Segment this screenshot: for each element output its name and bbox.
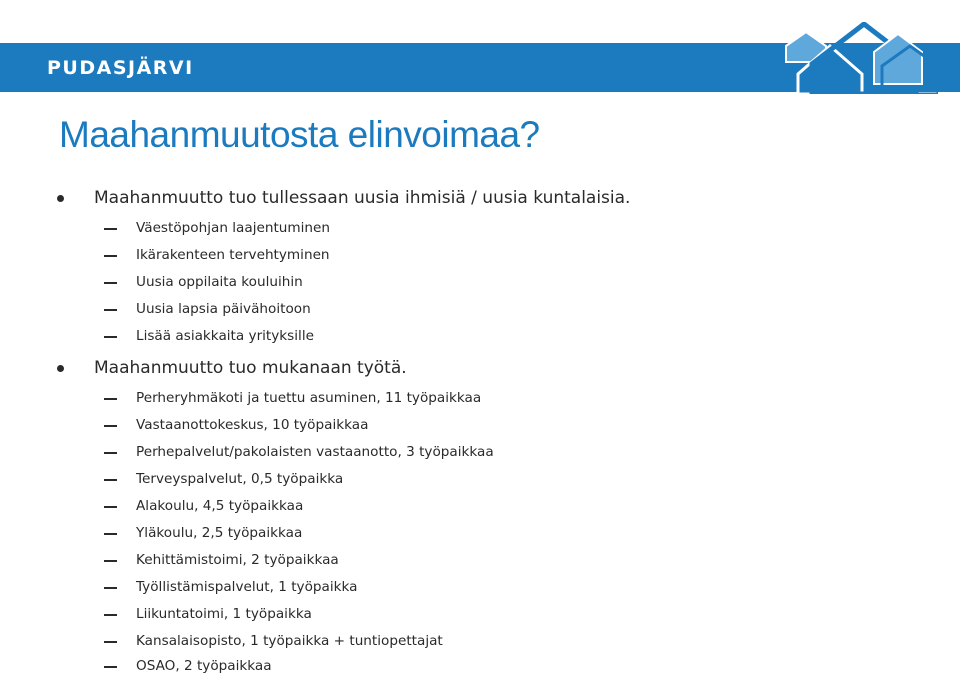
- dash-icon: [104, 587, 117, 589]
- sub-item-text: Kehittämistoimi, 2 työpaikkaa: [136, 552, 339, 568]
- dash-icon: [104, 228, 117, 230]
- sub-item-text: Ikärakenteen tervehtyminen: [136, 247, 330, 263]
- dash-icon: [104, 398, 117, 400]
- sub-item-text: Liikuntatoimi, 1 työpaikka: [136, 606, 312, 622]
- dash-icon: [104, 666, 117, 668]
- dash-icon: [104, 336, 117, 338]
- bullet-text: Maahanmuutto tuo mukanaan työtä.: [94, 358, 407, 378]
- brand-wordmark: PUDASJÄRVI: [47, 57, 194, 79]
- dash-icon: [104, 614, 117, 616]
- sub-item-text: Uusia lapsia päivähoitoon: [136, 301, 311, 317]
- sub-item-text: Yläkoulu, 2,5 työpaikkaa: [136, 525, 303, 541]
- pudasjarvi-houses-logo: [782, 22, 938, 94]
- sub-item-text: Työllistämispalvelut, 1 työpaikka: [136, 579, 358, 595]
- sub-item-text: Lisää asiakkaita yrityksille: [136, 328, 314, 344]
- dash-icon: [104, 309, 117, 311]
- dash-icon: [104, 255, 117, 257]
- sub-item-text: Alakoulu, 4,5 työpaikkaa: [136, 498, 304, 514]
- sub-item-text: Vastaanottokeskus, 10 työpaikkaa: [136, 417, 369, 433]
- dash-icon: [104, 479, 117, 481]
- sub-item-text: Kansalaisopisto, 1 työpaikka + tuntiopettajat: [136, 633, 443, 649]
- dash-icon: [104, 560, 117, 562]
- dash-icon: [104, 533, 117, 535]
- slide-title: Maahanmuutosta elinvoimaa?: [59, 114, 540, 155]
- sub-item-text: Uusia oppilaita kouluihin: [136, 274, 303, 290]
- dash-icon: [104, 506, 117, 508]
- bullet-text: Maahanmuutto tuo tullessaan uusia ihmisiä / uusia kuntalaisia.: [94, 188, 631, 208]
- dash-icon: [104, 641, 117, 643]
- sub-item-text: OSAO, 2 työpaikkaa: [136, 658, 272, 674]
- dash-icon: [104, 282, 117, 284]
- sub-item-text: Perheryhmäkoti ja tuettu asuminen, 11 työpaikkaa: [136, 390, 482, 406]
- dash-icon: [104, 425, 117, 427]
- sub-item-text: Perhepalvelut/pakolaisten vastaanotto, 3 työpaikkaa: [136, 444, 494, 460]
- dash-icon: [104, 452, 117, 454]
- bullet-dot-icon: [57, 195, 64, 202]
- bullet-dot-icon: [57, 365, 64, 372]
- sub-item-text: Terveyspalvelut, 0,5 työpaikka: [136, 471, 344, 487]
- sub-item-text: Väestöpohjan laajentuminen: [136, 220, 331, 236]
